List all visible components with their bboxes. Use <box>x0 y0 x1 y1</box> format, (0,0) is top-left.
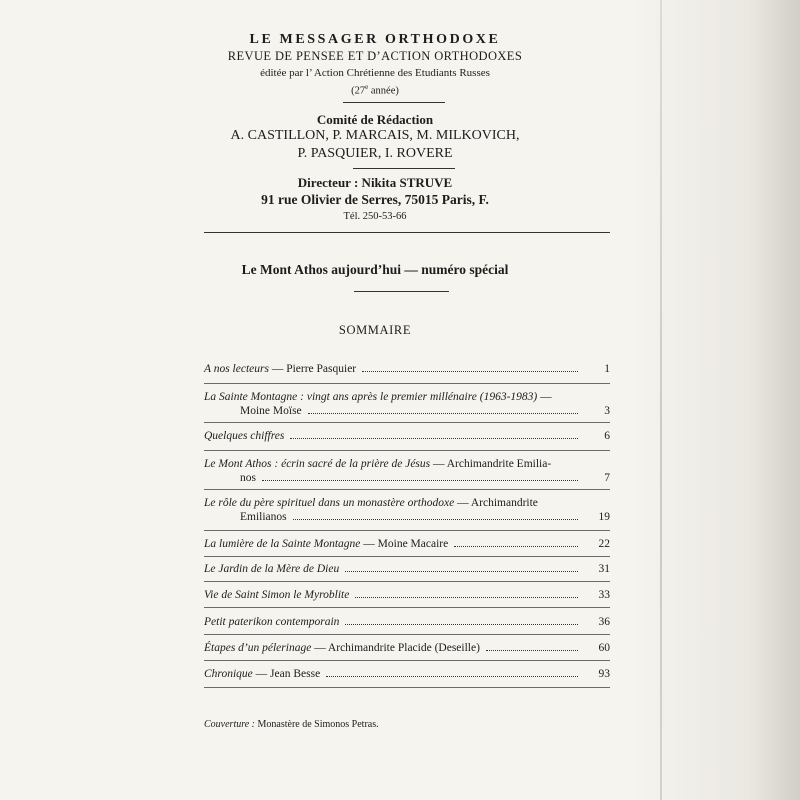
toc-divider <box>204 556 610 557</box>
year-label: année) <box>368 85 399 97</box>
divider-rule <box>353 168 455 169</box>
leader-dots <box>454 537 578 547</box>
toc-page-number: 6 <box>604 430 610 442</box>
toc-entry <box>204 562 610 576</box>
toc-author: Emilianos <box>240 511 287 523</box>
toc-title: Petit paterikon contemporain <box>204 616 340 628</box>
toc-title: La lumière de la Sainte Montagne <box>204 538 361 550</box>
toc-title: Vie de Saint Simon le Myroblite <box>204 589 350 601</box>
toc-author: — Archimandrite <box>454 497 538 509</box>
toc-page-number: 7 <box>604 472 610 484</box>
toc-author: — <box>537 391 552 403</box>
journal-subtitle: REVUE DE PENSEE ET D’ACTION ORTHODOXES <box>227 49 523 63</box>
journal-title: LE MESSAGER ORTHODOXE <box>249 32 501 47</box>
telephone-line: Tél. 250-53-66 <box>343 211 407 222</box>
toc-title: Quelques chiffres <box>204 430 285 442</box>
toc-author: — Jean Besse <box>252 668 321 680</box>
director-line: Directeur : Nikita STRUVE <box>297 175 453 190</box>
leader-dots <box>345 562 578 572</box>
toc-title: Le Mont Athos : écrin sacré de la prière de Jésus <box>204 458 431 470</box>
address-line: 91 rue Olivier de Serres, 75015 Paris, F. <box>261 192 489 207</box>
toc-entry <box>204 457 610 485</box>
toc-divider <box>204 489 610 490</box>
divider-rule <box>343 102 445 103</box>
toc-title: La Sainte Montagne : vingt ans après le premier millénaire (1963-1983) <box>204 391 538 403</box>
leader-dots <box>345 615 578 625</box>
committee-members-1: A. CASTILLON, P. MARCAIS, M. MILKOVICH, <box>230 128 520 143</box>
leader-dots <box>355 588 578 598</box>
toc-entry <box>204 667 610 681</box>
toc-divider <box>204 450 610 451</box>
toc-entry <box>204 537 610 551</box>
toc-entry <box>204 615 610 629</box>
toc-title: A nos lecteurs <box>204 363 269 375</box>
sommaire-heading: SOMMAIRE <box>338 323 412 337</box>
divider-rule <box>354 291 449 292</box>
leader-dots <box>326 667 578 677</box>
toc-title: Chronique <box>204 668 253 680</box>
toc-author: nos <box>240 472 256 484</box>
toc-page-number: 60 <box>598 642 610 654</box>
toc-entry <box>204 362 610 376</box>
year-line <box>0 83 750 97</box>
toc-divider <box>204 687 610 688</box>
toc-page-number: 36 <box>598 616 610 628</box>
toc-divider <box>204 422 610 423</box>
toc-author: — Pierre Pasquier <box>268 363 357 375</box>
toc-entry <box>204 496 610 524</box>
cover-credit <box>204 719 379 730</box>
toc-page-number: 93 <box>598 668 610 680</box>
toc-divider <box>204 581 610 582</box>
year-superscript: e <box>365 83 369 91</box>
toc-page-number: 33 <box>598 589 610 601</box>
toc-divider <box>204 383 610 384</box>
leader-dots <box>486 641 578 651</box>
leader-dots <box>262 471 578 481</box>
toc-title: Le rôle du père spirituel dans un monastère orthodoxe <box>204 497 455 509</box>
toc-divider <box>204 634 610 635</box>
leader-dots <box>308 404 578 414</box>
toc-divider <box>204 530 610 531</box>
toc-entry <box>204 390 610 418</box>
toc-entry <box>204 641 610 655</box>
toc-page-number: 1 <box>604 363 610 375</box>
toc-divider <box>204 607 610 608</box>
toc-page-number: 31 <box>598 563 610 575</box>
header-rule <box>204 232 610 233</box>
toc-page-number: 22 <box>598 538 610 550</box>
cover-label: Couverture : <box>204 719 256 730</box>
leader-dots <box>293 510 578 520</box>
publisher-line: éditée par l’ Action Chrétienne des Etudiants Russes <box>260 67 490 79</box>
toc-entry <box>204 429 610 443</box>
year-number: (27 <box>351 85 366 97</box>
toc-page-number: 3 <box>604 405 610 417</box>
issue-title: Le Mont Athos aujourd’hui — numéro spécial <box>241 262 509 277</box>
cover-text: Monastère de Simonos Petras. <box>255 719 379 730</box>
toc-divider <box>204 660 610 661</box>
toc-title: Le Jardin de la Mère de Dieu <box>204 563 340 575</box>
toc-author: Moine Moïse <box>240 405 302 417</box>
committee-heading: Comité de Rédaction <box>316 112 434 127</box>
toc-author: — Moine Macaire <box>360 538 449 550</box>
committee-members-2: P. PASQUIER, I. ROVERE <box>297 146 453 161</box>
toc-author: — Archimandrite Emilia- <box>430 458 552 470</box>
leader-dots <box>290 429 578 439</box>
toc-entry <box>204 588 610 602</box>
toc-author: — Archimandrite Placide (Deseille) <box>311 642 480 654</box>
toc-title: Étapes d’un pélerinage <box>204 642 312 654</box>
leader-dots <box>362 362 578 372</box>
toc-page-number: 19 <box>598 511 610 523</box>
